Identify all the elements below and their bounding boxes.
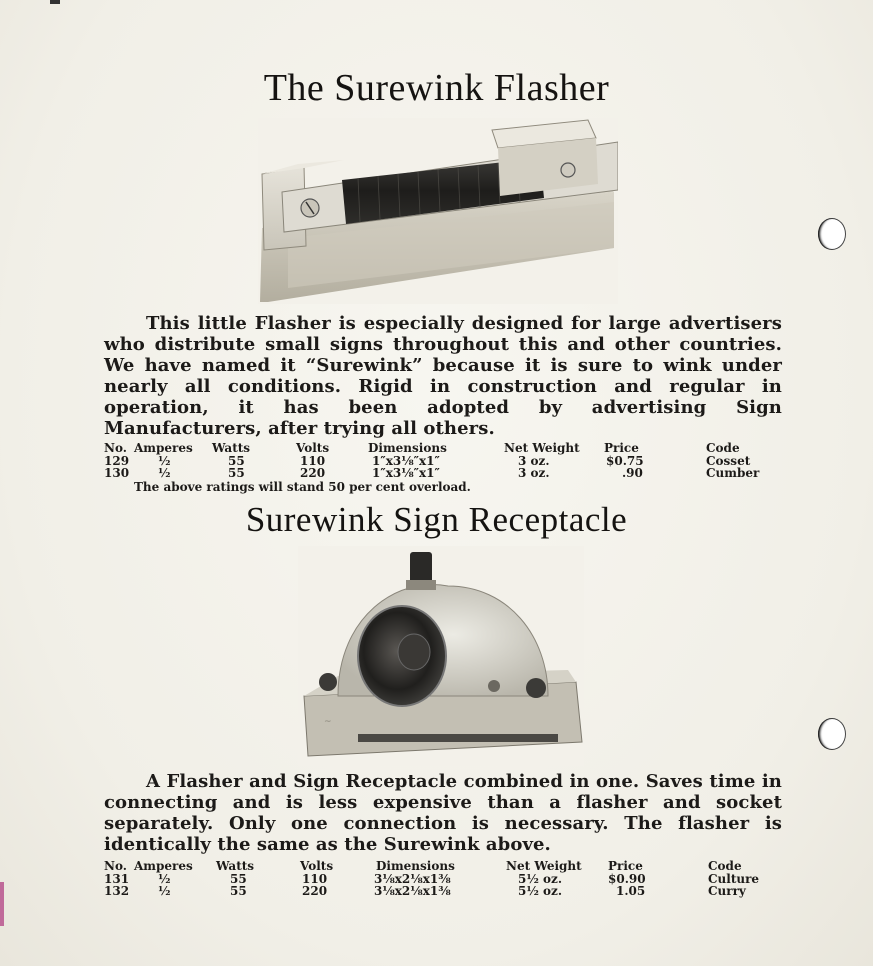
flasher-description: This little Flasher is especially designed for large advertisers who distribute small signs throughout this and other countries. We have named it “Surewink” because it is sure to wink under nearly all conditions. Rigid in construction and regular in operation, it has been adopted by advertising Sign Manufacturers, after trying all others. <box>104 313 782 439</box>
cell-price: $0.75 <box>606 453 644 468</box>
header-net-weight: Net Weight <box>504 441 580 455</box>
cell-dimensions: 1″x3⅛″x1″ <box>372 466 440 480</box>
flasher-photo <box>258 118 618 304</box>
header-watts: Watts <box>212 441 251 455</box>
cell-price: .90 <box>622 466 643 480</box>
edge-mark <box>0 882 4 926</box>
cell-no: 130 <box>104 466 130 480</box>
cell-watts: 55 <box>230 884 247 898</box>
receptacle-photo <box>298 546 584 766</box>
cell-amperes: ½ <box>158 453 171 468</box>
cell-dimensions: 1″x3⅛″x1″ <box>372 453 440 468</box>
table-header-row <box>104 442 784 455</box>
cell-no: 131 <box>104 871 130 886</box>
overload-note: The above ratings will stand 50 per cent overload. <box>134 480 471 494</box>
cell-no: 132 <box>104 884 130 898</box>
header-net-weight: Net Weight <box>506 859 582 873</box>
table-row <box>104 885 784 898</box>
header-code: Code <box>708 859 742 873</box>
header-no: No. <box>104 441 127 455</box>
binder-hole-bottom <box>818 718 846 750</box>
flasher-title: The Surewink Flasher <box>263 67 610 109</box>
header-dimensions: Dimensions <box>368 441 447 455</box>
cell-amperes: ½ <box>158 466 171 480</box>
receptacle-title: Surewink Sign Receptacle <box>245 500 628 539</box>
binder-hole-top <box>818 218 846 250</box>
cell-no: 129 <box>104 453 130 468</box>
cell-volts: 110 <box>302 871 328 886</box>
header-price: Price <box>604 441 639 455</box>
cell-volts: 220 <box>300 466 326 480</box>
cell-amperes: ½ <box>158 871 171 886</box>
cell-net-weight: 3 oz. <box>518 466 550 480</box>
embossed-mark: ~ <box>324 717 332 727</box>
cell-amperes: ½ <box>158 884 171 898</box>
receptacle-description: A Flasher and Sign Receptacle combined in one. Saves time in connecting and is less expensive than a flasher and socket separately. Only one connection is necessary. The flasher is identically the same as the Surewink above. <box>104 771 782 855</box>
table-row <box>104 467 784 480</box>
header-dimensions: Dimensions <box>376 859 455 873</box>
cell-net-weight: 5½ oz. <box>518 871 563 886</box>
header-volts: Volts <box>296 441 330 455</box>
header-amperes: Amperes <box>134 859 193 873</box>
cell-code: Cosset <box>706 453 751 468</box>
cell-dimensions: 3⅛x2⅛x1⅜ <box>374 884 451 898</box>
header-price: Price <box>608 859 643 873</box>
table-row <box>104 455 784 468</box>
cell-watts: 55 <box>228 453 245 468</box>
flasher-spec-table <box>104 442 784 480</box>
cell-code: Curry <box>708 884 746 898</box>
cell-price: $0.90 <box>608 871 646 886</box>
cell-code: Culture <box>708 871 760 886</box>
cell-price: 1.05 <box>616 884 646 898</box>
header-amperes: Amperes <box>134 441 193 455</box>
cell-net-weight: 3 oz. <box>518 453 550 468</box>
cell-dimensions: 3⅛x2⅛x1⅜ <box>374 871 451 886</box>
receptacle-spec-table <box>104 860 784 898</box>
cell-volts: 110 <box>300 453 326 468</box>
cell-net-weight: 5½ oz. <box>518 884 563 898</box>
print-mark <box>50 0 60 4</box>
cell-code: Cumber <box>706 466 760 480</box>
cell-watts: 55 <box>228 466 245 480</box>
cell-volts: 220 <box>302 884 328 898</box>
header-code: Code <box>706 441 740 455</box>
table-header-row <box>104 860 784 873</box>
header-watts: Watts <box>216 859 255 873</box>
header-volts: Volts <box>300 859 334 873</box>
header-no: No. <box>104 859 127 873</box>
cell-watts: 55 <box>230 871 247 886</box>
